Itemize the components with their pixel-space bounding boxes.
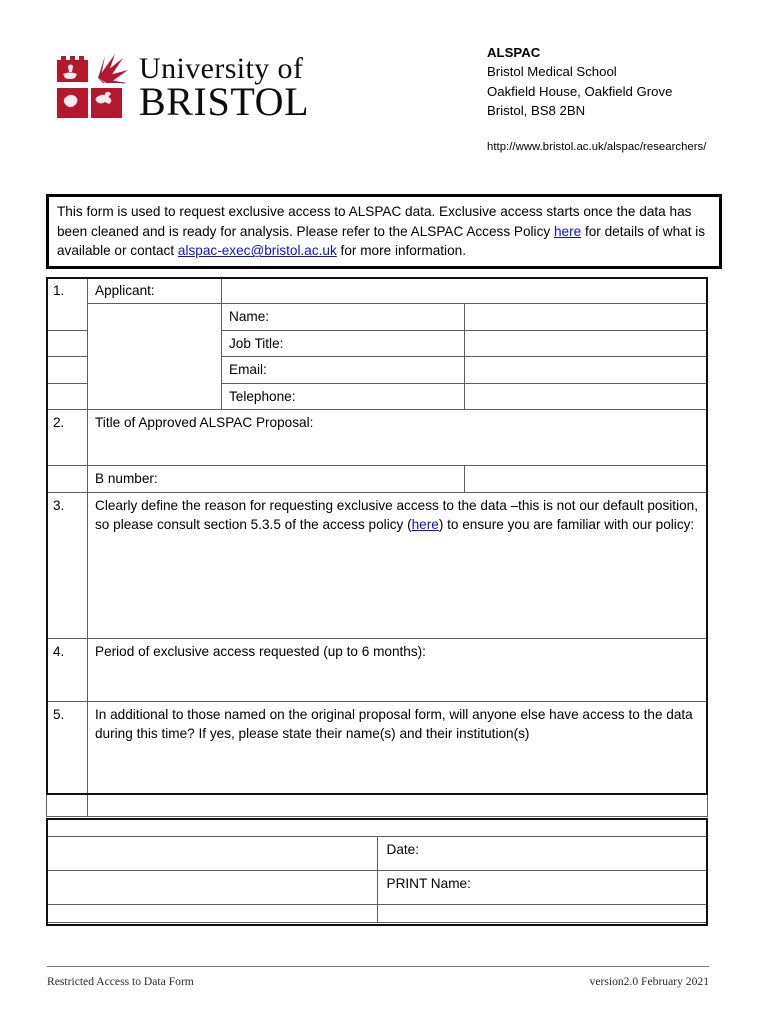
university-logo bbox=[55, 52, 309, 124]
job-title-label: Job Title: bbox=[222, 330, 465, 356]
intro-here-link[interactable]: here bbox=[553, 223, 582, 239]
telephone-value-field[interactable] bbox=[465, 383, 708, 409]
applicant-value-field[interactable] bbox=[222, 278, 708, 304]
table-row-applicant bbox=[47, 278, 708, 304]
alspac-address-block bbox=[487, 43, 672, 120]
print-name-label: PRINT Name: bbox=[386, 876, 471, 891]
print-name-cell[interactable] bbox=[377, 871, 708, 905]
name-label: Name: bbox=[222, 304, 465, 330]
reason-here-link[interactable]: here bbox=[411, 517, 439, 533]
reason-text-part-2: ) to ensure you are familiar with our policy: bbox=[438, 517, 695, 533]
intro-notice-box bbox=[46, 194, 722, 269]
signature-bottom-field[interactable] bbox=[377, 905, 708, 923]
document-footer bbox=[47, 975, 709, 988]
table-row-signature-bottom bbox=[47, 905, 708, 923]
wordmark-line-2: BRISTOL bbox=[139, 78, 310, 124]
b-number-label: B number: bbox=[88, 466, 465, 493]
signature-table bbox=[46, 818, 708, 923]
intro-text-part-2: for details of what is available or contact bbox=[57, 223, 706, 259]
document-header bbox=[0, 0, 770, 178]
reason-text-part-1: Clearly define the reason for requesting exclusive access to the data –this is not our default position, so please consult section 5.3.5 of the access policy ( bbox=[95, 498, 699, 533]
row-number-2: 2. bbox=[47, 410, 88, 466]
request-form-table bbox=[46, 277, 708, 817]
table-row-reason bbox=[47, 493, 708, 639]
job-title-value-field[interactable] bbox=[465, 330, 708, 356]
table-row-print-name bbox=[47, 871, 708, 905]
applicant-label: Applicant: bbox=[88, 278, 222, 304]
table-row-period bbox=[47, 639, 708, 702]
date-label: Date: bbox=[386, 842, 419, 857]
email-value-field[interactable] bbox=[465, 357, 708, 383]
row-number-1: 1. bbox=[47, 278, 88, 331]
row-number-spacer-d bbox=[47, 466, 88, 493]
name-value-field[interactable] bbox=[465, 304, 708, 330]
row-number-spacer-b bbox=[47, 357, 88, 383]
additional-access-label: In additional to those named on the original proposal form, will anyone else have access to the data during this time? If yes, please state their name(s) and their institution(s) bbox=[95, 707, 693, 742]
university-of-bristol-crest-icon bbox=[55, 52, 129, 124]
row-number-5: 5. bbox=[47, 702, 88, 817]
table-row-additional-access bbox=[47, 702, 708, 817]
signature-bottom-number-spacer bbox=[47, 905, 378, 923]
reason-cell[interactable] bbox=[88, 493, 708, 639]
row-number-spacer-c bbox=[47, 383, 88, 409]
wordmark-line-1: University of bbox=[139, 52, 304, 86]
intro-text-part-3: for more information. bbox=[336, 243, 466, 259]
email-label: Email: bbox=[222, 357, 465, 383]
table-row-proposal-title bbox=[47, 410, 708, 466]
period-label: Period of exclusive access requested (up to 6 months): bbox=[95, 644, 426, 660]
row-number-4: 4. bbox=[47, 639, 88, 702]
table-row-date bbox=[47, 837, 708, 871]
table-row-name bbox=[47, 304, 708, 330]
date-row-number-spacer bbox=[47, 837, 378, 871]
applicant-spacer-cell bbox=[88, 304, 222, 410]
table-row-signature-top bbox=[47, 819, 708, 837]
alspac-researchers-url: http://www.bristol.ac.uk/alspac/researchers/ bbox=[487, 141, 707, 153]
university-wordmark bbox=[139, 52, 310, 124]
telephone-label: Telephone: bbox=[222, 383, 465, 409]
address-line-1: Bristol Medical School bbox=[487, 64, 617, 80]
print-name-row-number-spacer bbox=[47, 871, 378, 905]
intro-email-link[interactable]: alspac-exec@bristol.ac.uk bbox=[177, 243, 337, 259]
intro-text-part-1: This form is used to request exclusive access to ALSPAC data. Exclusive access starts once the data has been cleaned and is ready for analysis. Please refer to the ALSPAC Access Policy bbox=[57, 204, 692, 239]
footer-divider bbox=[47, 966, 709, 967]
date-cell[interactable] bbox=[377, 837, 708, 871]
period-cell[interactable] bbox=[88, 639, 708, 702]
row-number-3: 3. bbox=[47, 493, 88, 639]
address-org: ALSPAC bbox=[487, 45, 541, 60]
proposal-title-cell[interactable] bbox=[88, 410, 708, 466]
b-number-value-field[interactable] bbox=[465, 466, 708, 493]
signature-top-field[interactable] bbox=[47, 819, 708, 837]
footer-form-name: Restricted Access to Data Form bbox=[47, 975, 194, 988]
table-row-b-number bbox=[47, 466, 708, 493]
row-number-spacer-a bbox=[47, 330, 88, 356]
footer-version: version2.0 February 2021 bbox=[589, 975, 709, 988]
additional-access-cell[interactable] bbox=[88, 702, 708, 817]
proposal-title-label: Title of Approved ALSPAC Proposal: bbox=[95, 415, 314, 431]
address-line-2: Oakfield House, Oakfield Grove bbox=[487, 83, 673, 99]
address-line-3: Bristol, BS8 2BN bbox=[487, 102, 586, 118]
